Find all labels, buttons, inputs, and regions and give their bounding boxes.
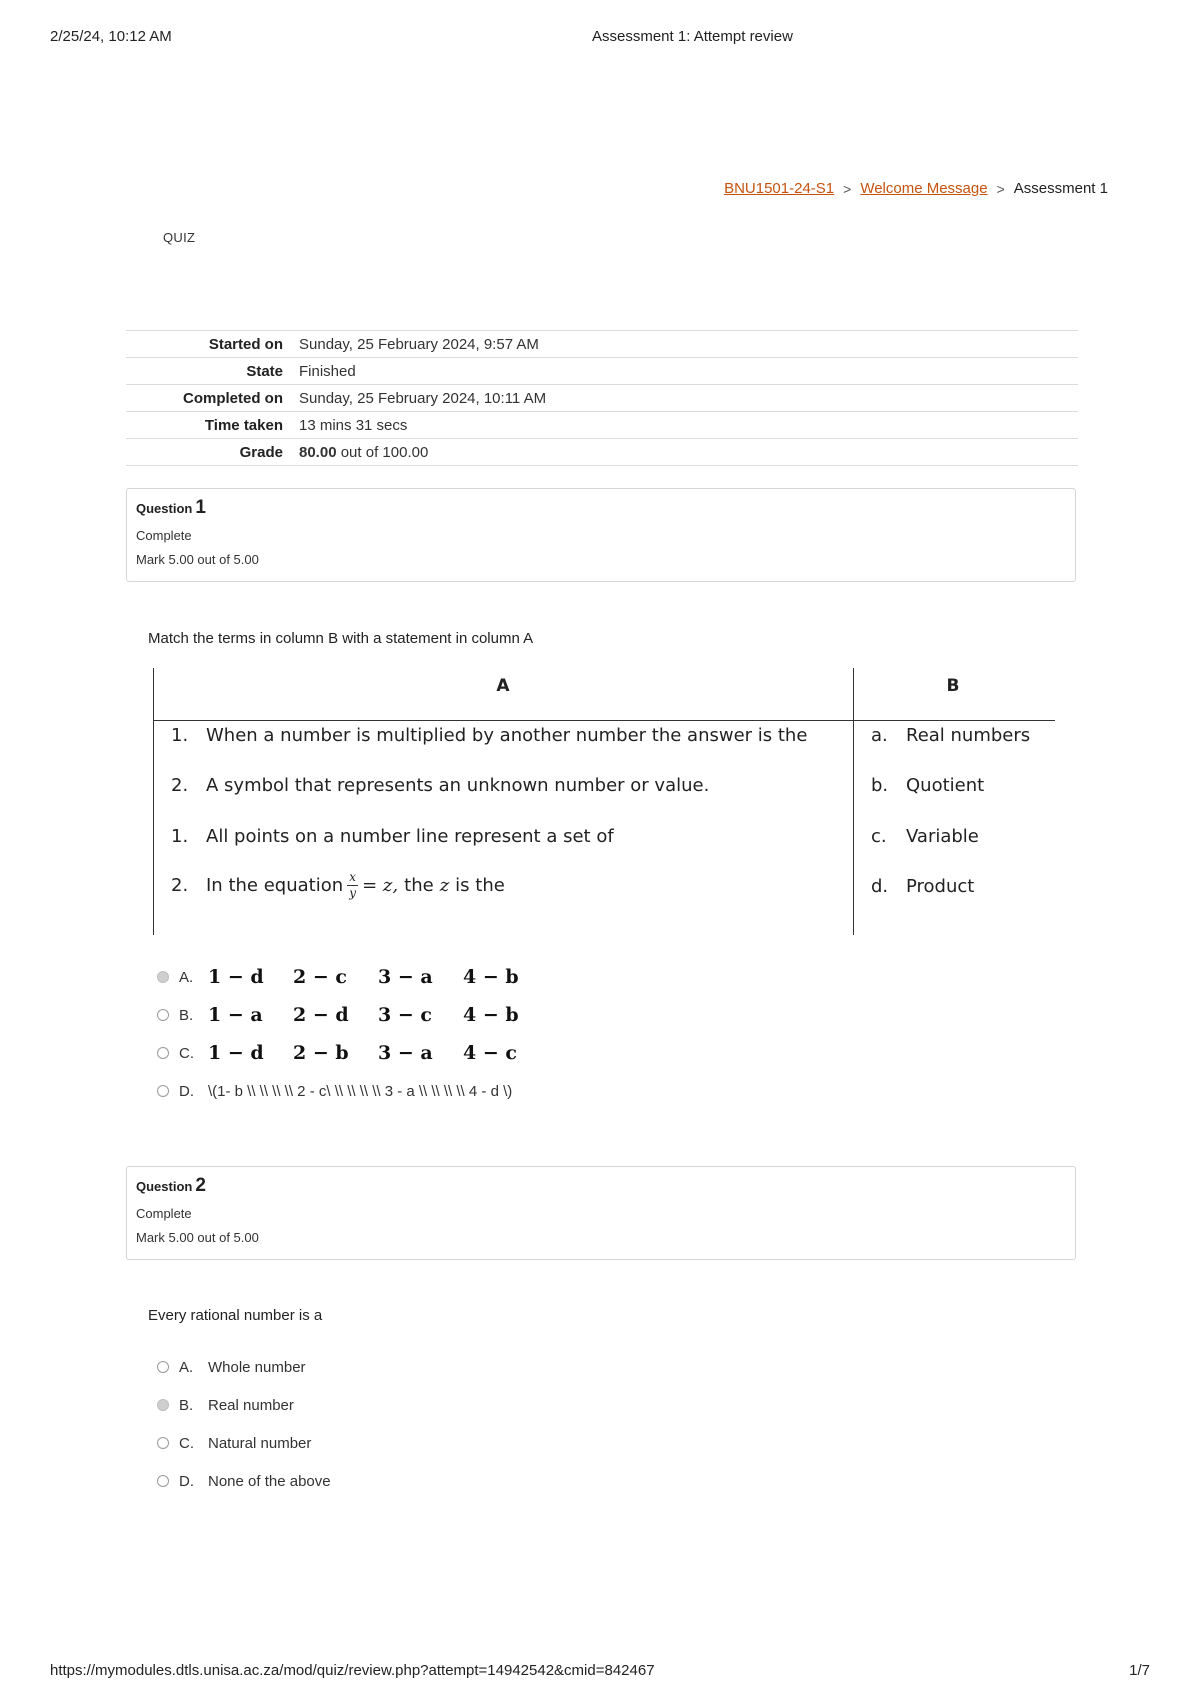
match-pair: 2 − d: [293, 1004, 349, 1026]
option-letter: D.: [179, 1082, 194, 1100]
option-letter: C.: [179, 1044, 194, 1062]
question-1-options: [157, 958, 548, 1110]
fraction-x-over-y: [347, 871, 358, 900]
row-term: Product: [906, 876, 975, 897]
answer-option-a[interactable]: [157, 958, 548, 996]
answer-option-c[interactable]: [157, 1424, 331, 1462]
row-term: Variable: [906, 826, 979, 847]
row-statement: is the: [455, 875, 505, 897]
chevron-right-icon: >: [843, 180, 852, 197]
column-a-row: [171, 826, 614, 847]
match-pair: 4 − b: [463, 966, 519, 988]
match-pair: 1 − d: [208, 966, 264, 988]
grade-suffix: out of 100.00: [340, 443, 429, 461]
answer-option-a[interactable]: [157, 1348, 331, 1386]
question-2-options: [157, 1348, 331, 1500]
answer-option-c[interactable]: [157, 1034, 548, 1072]
summary-label: Time taken: [204, 416, 283, 434]
radio-button[interactable]: [157, 1009, 169, 1021]
equation-variable: z: [439, 875, 450, 897]
row-statement: A symbol that represents an unknown number or value.: [206, 775, 710, 796]
question-mark: Mark 5.00 out of 5.00: [136, 552, 259, 567]
column-a-row: [171, 775, 709, 796]
answer-option-d[interactable]: [157, 1462, 331, 1500]
option-math: [208, 966, 548, 988]
answer-option-b[interactable]: [157, 1386, 331, 1424]
summary-row-state: [126, 358, 1078, 385]
row-statement: In the equation: [206, 875, 344, 897]
summary-row-time-taken: [126, 412, 1078, 439]
summary-label: State: [246, 362, 283, 380]
option-letter: B.: [179, 1006, 194, 1024]
row-number: 2.: [171, 875, 189, 897]
column-b-row: [871, 775, 984, 796]
chevron-right-icon: >: [996, 180, 1005, 197]
row-statement: All points on a number line represent a set of: [206, 826, 614, 847]
question-number-value: 1: [195, 497, 206, 518]
summary-value: Sunday, 25 February 2024, 10:11 AM: [299, 389, 547, 407]
attempt-summary-table: [126, 330, 1078, 466]
question-mark: Mark 5.00 out of 5.00: [136, 1230, 259, 1245]
fraction-denominator: y: [349, 886, 357, 901]
matching-table: [153, 668, 1055, 935]
option-text: None of the above: [208, 1472, 331, 1490]
radio-button-selected[interactable]: [157, 1399, 169, 1411]
page-number: 1/7: [1129, 1662, 1150, 1679]
column-a-row: [171, 871, 505, 900]
activity-type-label: QUIZ: [163, 230, 196, 245]
summary-value: 13 mins 31 secs: [299, 416, 408, 434]
match-pair: 2 − c: [293, 966, 347, 988]
row-letter: a.: [871, 725, 888, 746]
match-pair: 4 − c: [463, 1042, 517, 1064]
row-letter: c.: [871, 826, 887, 847]
summary-value: Finished: [299, 362, 356, 380]
radio-button[interactable]: [157, 1475, 169, 1487]
column-b-row: [871, 826, 979, 847]
question-number: [136, 1175, 1066, 1197]
summary-label: Completed on: [183, 389, 283, 407]
option-text: Whole number: [208, 1358, 306, 1376]
column-a-row: [171, 725, 807, 746]
option-letter: A.: [179, 968, 194, 986]
column-b-row: [871, 876, 974, 897]
radio-button[interactable]: [157, 1085, 169, 1097]
option-letter: B.: [179, 1396, 194, 1414]
summary-row-grade: [126, 439, 1078, 466]
question-label: Question: [136, 1179, 193, 1194]
question-1-text: Match the terms in column B with a statement in column A: [148, 630, 534, 647]
grade-score: 80.00: [299, 443, 337, 461]
print-header: [0, 28, 1200, 48]
question-1-info: [126, 488, 1076, 582]
print-page-title: Assessment 1: Attempt review: [592, 28, 793, 45]
question-label: Question: [136, 501, 193, 516]
row-term: Real numbers: [906, 725, 1031, 746]
radio-button[interactable]: [157, 1361, 169, 1373]
column-a-header: A: [496, 676, 510, 696]
question-2-text: Every rational number is a: [148, 1307, 323, 1324]
row-statement: the: [404, 875, 434, 897]
match-pair: 3 − a: [378, 966, 433, 988]
print-url: https://mymodules.dtls.unisa.ac.za/mod/quiz/review.php?attempt=14942542&cmid=842467: [50, 1662, 655, 1679]
option-math: [208, 1004, 548, 1026]
option-math: [208, 1042, 548, 1064]
row-number: 1.: [171, 725, 189, 746]
summary-value: [299, 439, 1078, 466]
summary-label: Started on: [208, 335, 283, 353]
answer-option-d[interactable]: [157, 1072, 548, 1110]
option-letter: A.: [179, 1358, 194, 1376]
row-letter: d.: [871, 876, 889, 897]
breadcrumb-current: Assessment 1: [1013, 180, 1108, 197]
match-pair: 1 − a: [208, 1004, 263, 1026]
summary-value: Sunday, 25 February 2024, 9:57 AM: [299, 335, 539, 353]
radio-button[interactable]: [157, 1437, 169, 1449]
question-state: Complete: [136, 1206, 192, 1221]
equation-rhs: = z,: [362, 875, 399, 897]
question-2-info: [126, 1166, 1076, 1260]
print-footer: [0, 1662, 1200, 1682]
match-pair: 3 − c: [378, 1004, 432, 1026]
table-header-divider: [153, 720, 1055, 721]
row-letter: b.: [871, 775, 889, 796]
breadcrumb: [724, 180, 1108, 197]
fraction-numerator: x: [349, 870, 357, 884]
option-letter: C.: [179, 1434, 194, 1452]
breadcrumb-course-link[interactable]: BNU1501-24-S1: [724, 180, 835, 197]
question-number-value: 2: [195, 1175, 206, 1196]
column-b-header: B: [946, 676, 960, 696]
row-term: Quotient: [906, 775, 985, 796]
match-pair: 1 − d: [208, 1042, 264, 1064]
option-letter: D.: [179, 1472, 194, 1490]
table-border: [853, 668, 854, 935]
radio-button-selected[interactable]: [157, 971, 169, 983]
match-pair: 4 − b: [463, 1004, 519, 1026]
summary-row-completed: [126, 385, 1078, 412]
answer-option-b[interactable]: [157, 996, 548, 1034]
match-pair: 3 − a: [378, 1042, 433, 1064]
table-border: [153, 668, 154, 935]
summary-row-started: [126, 331, 1078, 358]
option-text: Real number: [208, 1396, 294, 1414]
option-raw-latex: \(1- b \\ \\ \\ \\ 2 - c\ \\ \\ \\ \\ 3 - a \\ \\ \\ \\ 4 - d \): [208, 1082, 513, 1100]
breadcrumb-section-link[interactable]: Welcome Message: [860, 180, 988, 197]
option-text: Natural number: [208, 1434, 312, 1452]
row-number: 2.: [171, 775, 189, 796]
question-state: Complete: [136, 528, 192, 543]
column-b-row: [871, 725, 1030, 746]
row-statement: When a number is multiplied by another number the answer is the: [206, 725, 808, 746]
match-pair: 2 − b: [293, 1042, 349, 1064]
summary-label: Grade: [239, 443, 283, 461]
print-datetime: 2/25/24, 10:12 AM: [50, 28, 172, 45]
row-number: 1.: [171, 826, 189, 847]
question-number: [136, 497, 1066, 519]
radio-button[interactable]: [157, 1047, 169, 1059]
